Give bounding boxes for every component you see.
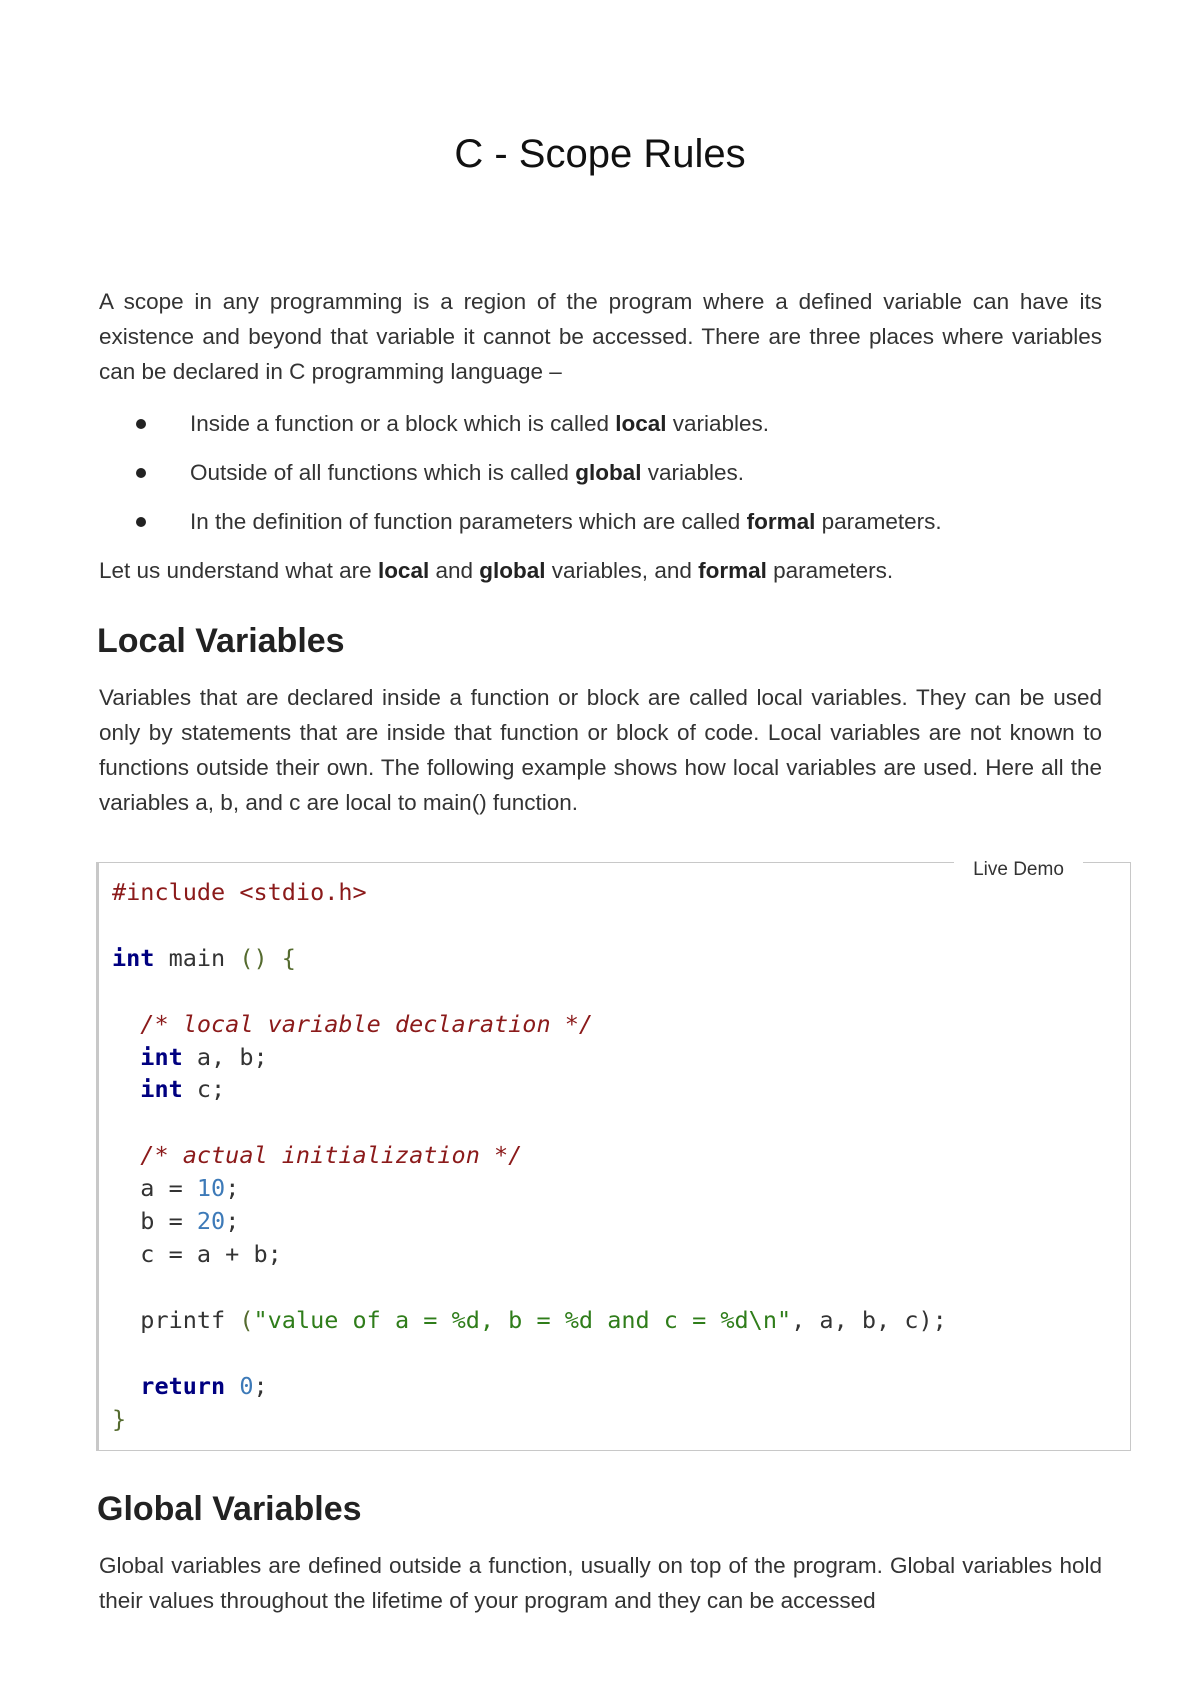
scope-places-list [99,406,1102,553]
page-title: C - Scope Rules [454,132,746,176]
understand-paragraph: Let us understand what are local and global variables, and formal parameters. [99,558,894,583]
bullet-icon [136,468,146,478]
global-variables-paragraph: Global variables are defined outside a function, usually on top of the program. Global variables hold their values throughout the lifetime of your program and they can be accessed [99,1553,1102,1613]
bullet-icon [136,517,146,527]
local-variables-heading: Local Variables [97,622,345,660]
intro-paragraph: A scope in any programming is a region of the program where a defined variable can have its existence and beyond that variable it cannot be accessed. There are three places where variables can be declared in C programming language – [99,289,1102,384]
live-demo-link[interactable]: Live Demo [954,856,1083,884]
code-block: #include <stdio.h> int main () { /* local variable declaration */ int a, b; int c; /* actual initialization */ a = 10; b = 20; c = a + b; printf ("value of a = %d, b = %d and c = %d\n", a, b, c); return 0; } [112,878,947,1433]
bullet-icon [136,419,146,429]
global-variables-heading: Global Variables [97,1490,362,1528]
list-item: In the definition of function parameters which are called formal parameters. [99,504,1102,553]
local-variables-paragraph: Variables that are declared inside a function or block are called local variables. They can be used only by statements that are inside that function or block of code. Local variables are not known to functions outside their own. The following example shows how local variables are used. Here all the variables a, b, and c are local to main() function. [99,685,1102,815]
list-item: Outside of all functions which is called global variables. [99,455,1102,504]
list-item: Inside a function or a block which is called local variables. [99,406,1102,455]
